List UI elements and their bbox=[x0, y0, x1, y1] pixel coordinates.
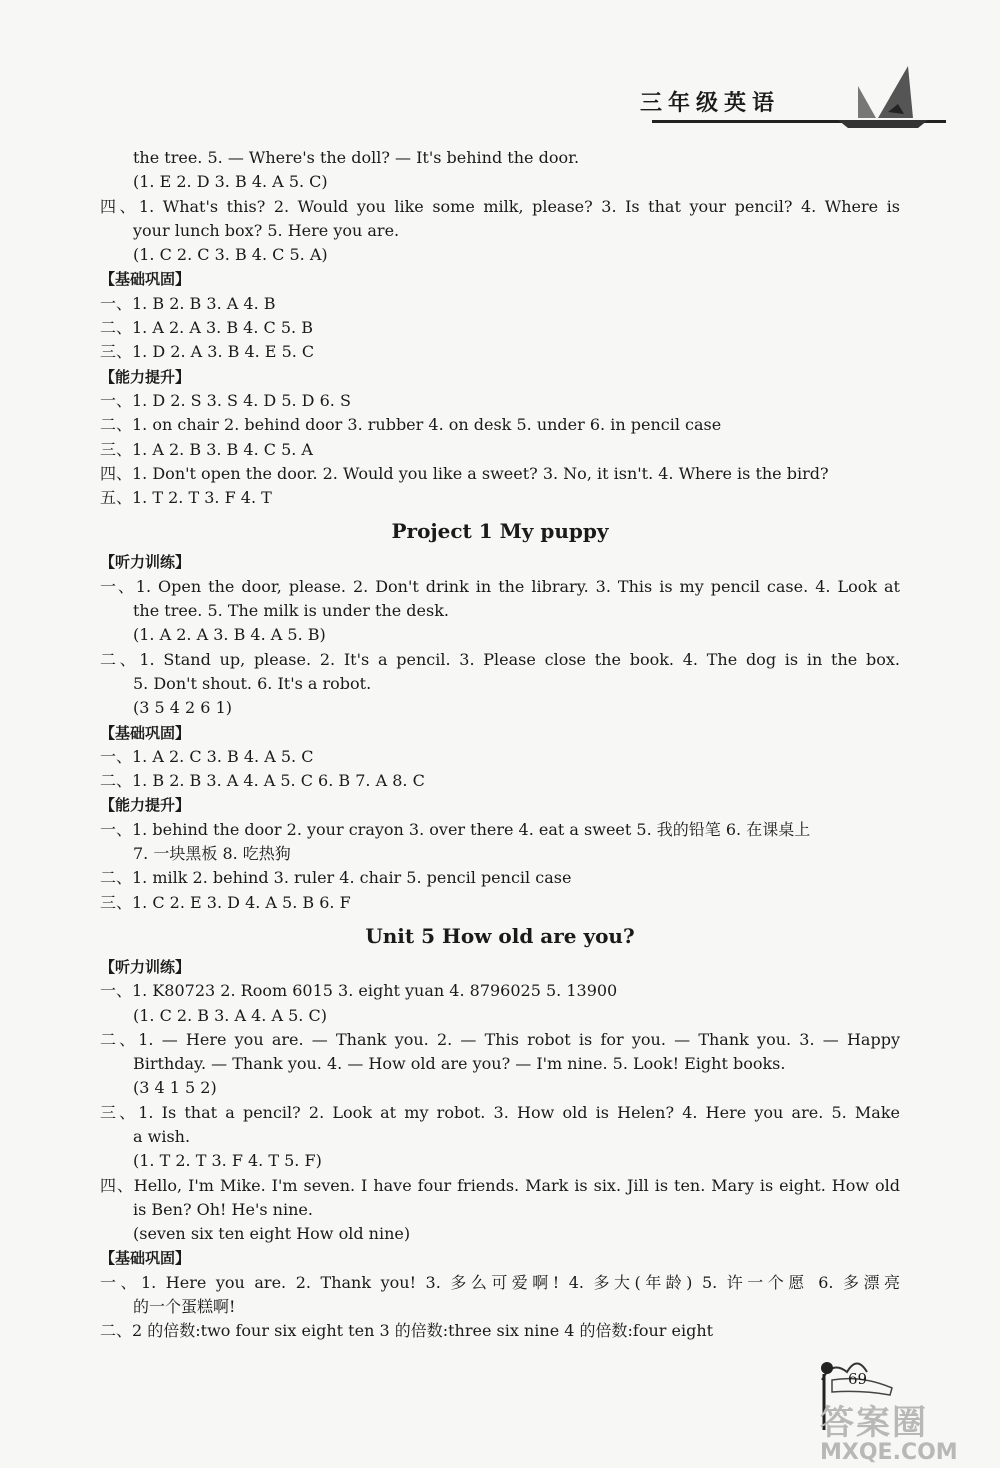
answer-line: 一、1. behind the door 2. your crayon 3. over there 4. eat a sweet 5. 我的铅笔 6. 在课桌上 bbox=[100, 819, 811, 839]
answer-line: your lunch box? 5. Here you are. bbox=[133, 220, 400, 240]
watermark bbox=[820, 1395, 958, 1465]
answer-line: 二、1. B 2. B 3. A 4. A 5. C 6. B 7. A 8. C bbox=[100, 771, 425, 791]
answer-line: (seven six ten eight How old nine) bbox=[133, 1224, 411, 1244]
answer-line: (1. E 2. D 3. B 4. A 5. C) bbox=[133, 172, 328, 192]
watermark-line2: MXQE.COM bbox=[820, 1440, 958, 1465]
answer-line: 三、1. C 2. E 3. D 4. A 5. B 6. F bbox=[100, 892, 351, 912]
answer-line: (1. A 2. A 3. B 4. A 5. B) bbox=[133, 625, 326, 645]
answer-line: 三、1. A 2. B 3. B 4. C 5. A bbox=[100, 439, 313, 459]
section-heading: 【能力提升】 bbox=[100, 367, 191, 386]
section-title: Unit 5 How old are you? bbox=[365, 923, 635, 948]
header-title: 三年级英语 bbox=[640, 91, 781, 116]
watermark-line1: 答案圈 bbox=[820, 1403, 928, 1443]
answer-line: 的一个蛋糕啊! bbox=[133, 1297, 236, 1317]
section-heading: 【听力训练】 bbox=[100, 553, 191, 572]
answer-line: (1. C 2. B 3. A 4. A 5. C) bbox=[133, 1005, 327, 1025]
answer-content bbox=[100, 146, 900, 1344]
answer-line: the tree. 5. The milk is under the desk. bbox=[133, 601, 450, 621]
answer-line: 二、1. — Here you are. — Thank you. 2. — This robot is for you. — Thank you. 3. — Happy bbox=[100, 1029, 900, 1049]
answer-line: 三、1. D 2. A 3. B 4. E 5. C bbox=[100, 342, 315, 362]
answer-line: a wish. bbox=[133, 1126, 191, 1146]
answer-line: 一、1. D 2. S 3. S 4. D 5. D 6. S bbox=[100, 390, 351, 410]
section-heading: 【基础巩固】 bbox=[100, 270, 191, 289]
answer-line: 一、1. Open the door, please. 2. Don't drink in the library. 3. This is my pencil case. 4. Look at bbox=[100, 576, 900, 596]
answer-line: (3 5 4 2 6 1) bbox=[133, 698, 232, 718]
section-title: Project 1 My puppy bbox=[391, 519, 609, 544]
answer-line: 四、1. What's this? 2. Would you like some milk, please? 3. Is that your pencil? 4. Where is bbox=[100, 196, 900, 216]
sailboat-icon bbox=[818, 62, 948, 132]
answer-line: 二、2 的倍数:two four six eight ten 3 的倍数:three six nine 4 的倍数:four eight bbox=[100, 1321, 714, 1341]
answer-line: 二、1. on chair 2. behind door 3. rubber 4. on desk 5. under 6. in pencil case bbox=[100, 415, 722, 435]
answer-line: 五、1. T 2. T 3. F 4. T bbox=[100, 488, 272, 508]
answer-line: 二、1. milk 2. behind 3. ruler 4. chair 5. pencil pencil case bbox=[100, 868, 572, 888]
answer-line: 二、1. Stand up, please. 2. It's a pencil. 3. Please close the book. 4. The dog is in the box. bbox=[100, 649, 900, 669]
page-number: 69 bbox=[848, 1370, 868, 1388]
answer-line: is Ben? Oh! He's nine. bbox=[133, 1199, 313, 1219]
answer-line: 一、1. Here you are. 2. Thank you! 3. 多么可爱啊! 4. 多大(年龄) 5. 许一个愿 6. 多漂亮 bbox=[100, 1272, 900, 1292]
answer-line: (1. C 2. C 3. B 4. C 5. A) bbox=[133, 245, 328, 265]
answer-line: 四、Hello, I'm Mike. I'm seven. I have four friends. Mark is six. Jill is ten. Mary is eight. How old bbox=[100, 1175, 900, 1195]
answer-line: the tree. 5. — Where's the doll? — It's behind the door. bbox=[133, 148, 580, 167]
answer-line: 7. 一块黑板 8. 吃热狗 bbox=[133, 844, 291, 864]
answer-line: 一、1. K80723 2. Room 6015 3. eight yuan 4. 8796025 5. 13900 bbox=[100, 981, 618, 1001]
answer-line: 三、1. Is that a pencil? 2. Look at my robot. 3. How old is Helen? 4. Here you are. 5. Make bbox=[100, 1102, 900, 1122]
answer-line: Birthday. — Thank you. 4. — How old are you? — I'm nine. 5. Look! Eight books. bbox=[133, 1054, 786, 1074]
section-heading: 【能力提升】 bbox=[100, 796, 191, 815]
answer-line: (1. T 2. T 3. F 4. T 5. F) bbox=[133, 1151, 322, 1171]
answer-line: 一、1. A 2. C 3. B 4. A 5. C bbox=[100, 746, 314, 766]
answer-line: 四、1. Don't open the door. 2. Would you like a sweet? 3. No, it isn't. 4. Where is the bird? bbox=[100, 463, 829, 483]
answer-line: 二、1. A 2. A 3. B 4. C 5. B bbox=[100, 318, 313, 338]
section-heading: 【听力训练】 bbox=[100, 957, 191, 976]
section-heading: 【基础巩固】 bbox=[100, 723, 191, 742]
answer-line: (3 4 1 5 2) bbox=[133, 1078, 217, 1098]
section-heading: 【基础巩固】 bbox=[100, 1249, 191, 1268]
answer-line: 一、1. B 2. B 3. A 4. B bbox=[100, 293, 276, 313]
answer-line: 5. Don't shout. 6. It's a robot. bbox=[133, 673, 372, 693]
